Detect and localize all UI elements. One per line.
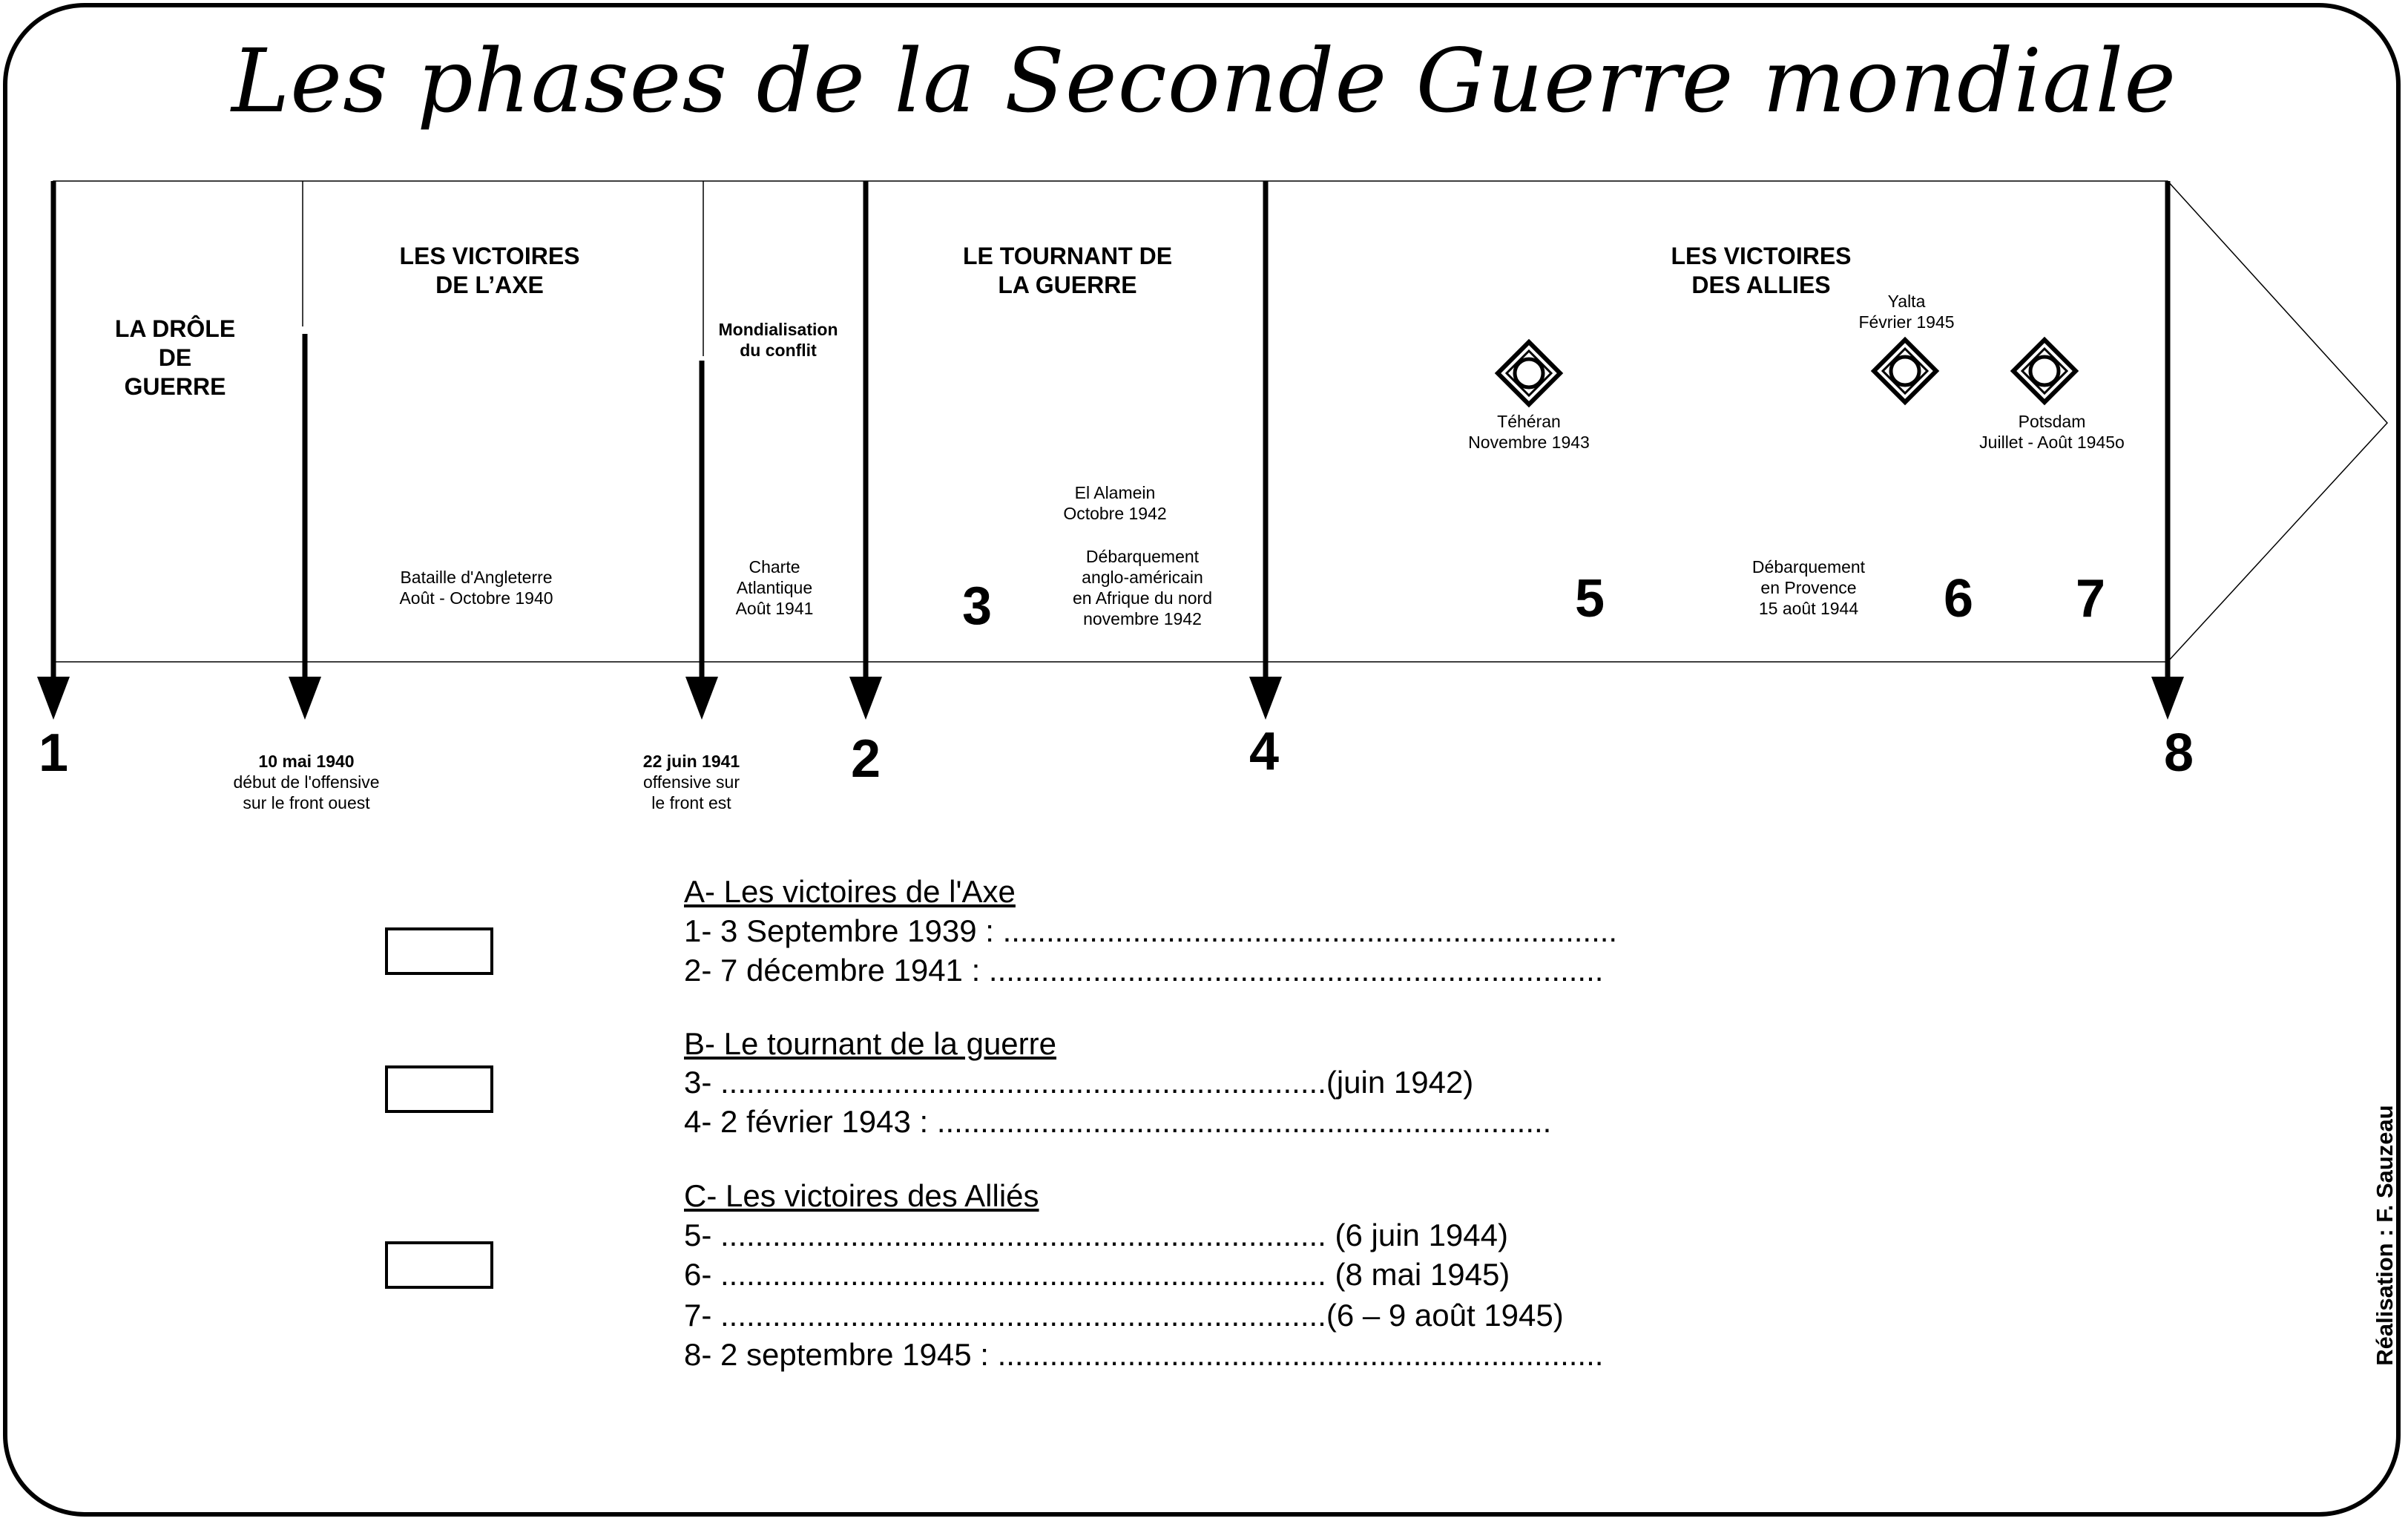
number-6: 6	[1943, 569, 1974, 628]
page-title: Les phases de la Seconde Guerre mondiale	[231, 30, 2177, 132]
answer-box-b[interactable]	[385, 1065, 493, 1113]
arrow-22-juin-1941	[685, 361, 718, 720]
section-a-title: A- Les victoires de l'Axe	[684, 874, 1016, 909]
number-1: 1	[38, 723, 69, 783]
phase-victoires-allies: LES VICTOIRES DES ALLIES	[1671, 243, 1852, 299]
phase-victoires-axe: LES VICTOIRES DE L’AXE	[399, 243, 580, 299]
answer-box-a[interactable]	[385, 927, 493, 975]
date-22-juin-1941: 22 juin 1941 offensive sur le front est	[642, 752, 740, 813]
conference-icon-teheran	[1498, 342, 1560, 404]
date-10-mai-1940: 10 mai 1940 début de l'offensive sur le front ouest	[233, 752, 380, 813]
arrow-4	[1249, 181, 1282, 720]
phase-tournant: LE TOURNANT DE LA GUERRE	[962, 243, 1173, 299]
event-debarquement-provence: Débarquement en Provence 15 août 1944	[1751, 557, 1866, 619]
section-b-title: B- Le tournant de la guerre	[684, 1026, 1056, 1061]
number-2: 2	[850, 729, 881, 789]
event-potsdam: Potsdam Juillet - Août 1945o	[1979, 412, 2125, 453]
number-8: 8	[2163, 723, 2194, 783]
conference-icon-potsdam	[2013, 340, 2076, 402]
arrow-2	[849, 181, 882, 720]
line-b3: 3- ......................................................................(juin 1942)	[684, 1065, 1474, 1100]
phase-drole-de-guerre: LA DRÔLE DE GUERRE	[114, 315, 236, 401]
phase-mondialisation: Mondialisation du conflit	[718, 320, 838, 361]
number-7: 7	[2075, 569, 2106, 628]
number-3: 3	[961, 577, 993, 636]
arrow-1	[37, 181, 70, 720]
arrow-8	[2151, 181, 2184, 720]
event-charte-atlantique: Charte Atlantique Août 1941	[735, 557, 814, 619]
event-yalta: Yalta Février 1945	[1858, 292, 1955, 332]
line-c6: 6- ...................................................................... (8 mai 1945)	[684, 1257, 1510, 1292]
credit: Réalisation : F. Sauzeau	[2372, 1105, 2398, 1366]
section-c-title: C- Les victoires des Alliés	[684, 1178, 1039, 1213]
line-b4: 4- 2 février 1943 : .......................................................................	[684, 1104, 1552, 1139]
line-a1: 1- 3 Septembre 1939 : .......................................................................	[684, 913, 1618, 948]
conference-icon-yalta	[1874, 340, 1936, 402]
event-el-alamein: El Alamein Octobre 1942	[1063, 483, 1167, 524]
event-teheran: Téhéran Novembre 1943	[1468, 412, 1590, 453]
line-c5: 5- ...................................................................... (6 juin 1944)	[684, 1218, 1508, 1252]
line-c8: 8- 2 septembre 1945 : ......................................................................	[684, 1337, 1604, 1372]
number-4: 4	[1249, 722, 1280, 781]
number-5: 5	[1574, 569, 1605, 628]
answer-box-c[interactable]	[385, 1241, 493, 1289]
line-c7: 7- ......................................................................(6 – 9 août 1945)	[684, 1298, 1564, 1333]
event-bataille-angleterre: Bataille d'Angleterre Août - Octobre 1940	[399, 568, 553, 608]
line-a2: 2- 7 décembre 1941 : .......................................................................	[684, 953, 1604, 988]
event-debarquement-afrique: Débarquement anglo-américain en Afrique du nord novembre 1942	[1073, 547, 1212, 629]
